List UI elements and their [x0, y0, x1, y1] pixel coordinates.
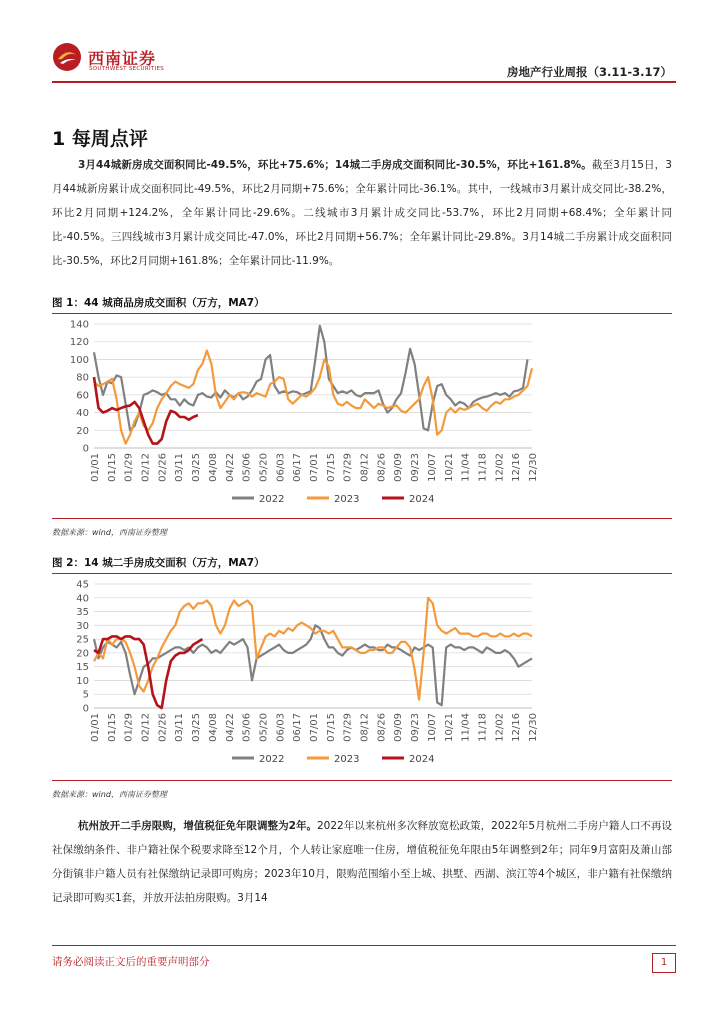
x-tick-label: 04/08: [207, 713, 219, 742]
series-line-2024: [94, 636, 202, 708]
x-tick-label: 01/01: [90, 453, 101, 482]
x-tick-label: 03/11: [174, 713, 186, 742]
x-tick-label: 10/07: [426, 713, 438, 742]
x-tick-label: 07/01: [309, 713, 320, 742]
y-tick-label: 15: [76, 662, 89, 674]
summary-body: 截至3月15日，3月44城新房累计成交面积同比-49.5%，环比2月同期+75.6%；全年累计同比-36.1%。其中，一线城市3月累计成交同比-38.2%，环比2月同期+124.2%，全年累计同比-29.6%。二线城市3月累计成交同比-53.7%，环比2月同期+68.4%；全年累计同比-40.5%。三四线城市3月累计成交同比-47.0%，环比2月同期+56.7%；全年累计同比-29.8%。3月14城二手房累计成交面积同比-30.5%，环比2月同期+161.8%；全年累计同比-11.9%。: [52, 159, 672, 267]
x-tick-label: 09/09: [393, 453, 405, 482]
y-tick-label: 0: [82, 703, 89, 715]
page-header: [52, 38, 676, 82]
y-tick-label: 25: [76, 634, 89, 646]
x-tick-label: 10/21: [443, 453, 455, 482]
y-tick-label: 40: [76, 408, 89, 420]
y-tick-label: 20: [76, 425, 89, 437]
legend-label-2024: 2024: [409, 754, 435, 765]
x-tick-label: 08/26: [376, 453, 388, 482]
summary-lead: 3月44城新房成交面积同比-49.5%，环比+75.6%；14城二手房成交面积同比-30.5%，环比+161.8%。: [78, 159, 592, 171]
figure1-rule: [52, 313, 672, 314]
figure2-chart: [52, 576, 552, 776]
section-title: 1 每周点评: [52, 128, 148, 150]
x-tick-label: 06/17: [292, 713, 304, 742]
y-tick-label: 35: [76, 607, 89, 619]
x-tick-label: 08/12: [359, 453, 371, 482]
x-tick-label: 02/12: [140, 453, 152, 482]
x-tick-label: 07/01: [309, 453, 320, 482]
report-title: 房地产行业周报（3.11-3.17）: [506, 65, 672, 79]
header-divider: [52, 81, 676, 83]
legend-label-2024: 2024: [409, 494, 435, 505]
y-tick-label: 20: [76, 648, 89, 660]
x-tick-label: 05/20: [258, 713, 270, 742]
y-tick-label: 5: [82, 689, 89, 701]
x-tick-label: 08/26: [376, 713, 388, 742]
x-tick-label: 05/20: [258, 453, 270, 482]
x-tick-label: 01/29: [123, 713, 135, 742]
figure1-source: 数据来源：wind，西南证券整理: [52, 528, 167, 537]
x-tick-label: 12/02: [494, 713, 506, 742]
x-tick-label: 05/06: [241, 713, 253, 742]
chart1-svg: [52, 316, 552, 516]
policy-paragraph: [52, 814, 672, 914]
x-tick-label: 02/26: [157, 713, 169, 742]
x-tick-label: 01/29: [123, 453, 135, 482]
x-tick-label: 11/18: [477, 713, 489, 742]
policy-lead: 杭州放开二手房限购，增值税征免年限调整为2年。: [78, 820, 317, 832]
legend-label-2022: 2022: [259, 754, 285, 765]
x-tick-label: 09/23: [410, 453, 422, 482]
x-tick-label: 08/12: [359, 713, 371, 742]
y-tick-label: 60: [76, 390, 89, 402]
x-tick-label: 12/30: [528, 713, 539, 742]
figure2-rule: [52, 573, 672, 574]
y-tick-label: 10: [76, 675, 89, 687]
x-tick-label: 10/21: [443, 713, 455, 742]
x-tick-label: 04/22: [224, 453, 236, 482]
x-tick-label: 09/09: [393, 713, 405, 742]
x-tick-label: 07/15: [325, 713, 337, 742]
x-tick-label: 07/29: [342, 713, 354, 742]
x-tick-label: 12/16: [511, 713, 523, 742]
x-tick-label: 02/12: [140, 713, 152, 742]
x-tick-label: 12/30: [528, 453, 539, 482]
x-tick-label: 05/06: [241, 453, 253, 482]
x-tick-label: 07/29: [342, 453, 354, 482]
y-tick-label: 120: [69, 337, 89, 349]
policy-body: 2022年以来杭州多次释放宽松政策，2022年5月杭州二手房户籍人口不再设社保缴纳条件、非户籍社保个税要求降至12个月，个人转让家庭唯一住房，增值税征免年限由5年调整到2年；同年9月富阳及萧山部分街镇非户籍人员有社保缴纳记录即可购房；2023年10月，限购范围缩小至上城、拱墅、西湖、滨江等4个城区，非户籍有社保缴纳记录即可购买1套，并放开法拍房限购。3月14: [52, 820, 672, 904]
y-tick-label: 30: [76, 620, 89, 632]
x-tick-label: 11/18: [477, 453, 489, 482]
figure2-bottom-rule: [52, 780, 672, 781]
x-tick-label: 02/26: [157, 453, 169, 482]
x-tick-label: 06/17: [292, 453, 304, 482]
y-tick-label: 140: [69, 319, 89, 331]
figure2-title: 图 2：14 城二手房成交面积（万方，MA7）: [52, 557, 265, 569]
x-tick-label: 03/25: [191, 713, 203, 742]
figure1-title: 图 1：44 城商品房成交面积（万方，MA7）: [52, 297, 265, 309]
x-tick-label: 11/04: [460, 713, 472, 742]
logo-text-cn: 西南证券: [88, 49, 157, 68]
series-line-2022: [94, 625, 532, 705]
x-tick-label: 12/16: [511, 453, 523, 482]
x-tick-label: 07/15: [325, 453, 337, 482]
company-logo: [52, 42, 212, 76]
figure1-chart: [52, 316, 552, 516]
footer-divider: [52, 945, 676, 946]
y-tick-label: 0: [82, 443, 89, 455]
y-tick-label: 80: [76, 372, 89, 384]
legend-label-2023: 2023: [334, 754, 360, 765]
x-tick-label: 01/15: [106, 453, 118, 482]
logo-text-en: SOUTHWEST SECURITIES: [89, 66, 165, 72]
x-tick-label: 01/15: [106, 713, 118, 742]
x-tick-label: 11/04: [460, 453, 472, 482]
x-tick-label: 04/22: [224, 713, 236, 742]
x-tick-label: 01/01: [90, 713, 101, 742]
x-tick-label: 04/08: [207, 453, 219, 482]
summary-paragraph: [52, 153, 672, 293]
y-tick-label: 45: [76, 579, 89, 591]
x-tick-label: 03/25: [191, 453, 203, 482]
y-tick-label: 100: [69, 354, 89, 366]
figure1-bottom-rule: [52, 518, 672, 519]
x-tick-label: 06/03: [275, 453, 287, 482]
x-tick-label: 12/02: [494, 453, 506, 482]
logo-emblem-icon: [52, 42, 82, 72]
legend-label-2023: 2023: [334, 494, 360, 505]
y-tick-label: 40: [76, 593, 89, 605]
figure2-source: 数据来源：wind，西南证券整理: [52, 790, 167, 799]
series-line-2023: [94, 351, 532, 444]
legend-label-2022: 2022: [259, 494, 285, 505]
x-tick-label: 03/11: [174, 453, 186, 482]
x-tick-label: 09/23: [410, 713, 422, 742]
series-line-2024: [94, 377, 198, 444]
chart2-svg: [52, 576, 552, 776]
x-tick-label: 06/03: [275, 713, 287, 742]
page-number: 1: [652, 953, 676, 973]
footer-disclaimer: 请务必阅读正文后的重要声明部分: [52, 956, 210, 968]
x-tick-label: 10/07: [426, 453, 438, 482]
